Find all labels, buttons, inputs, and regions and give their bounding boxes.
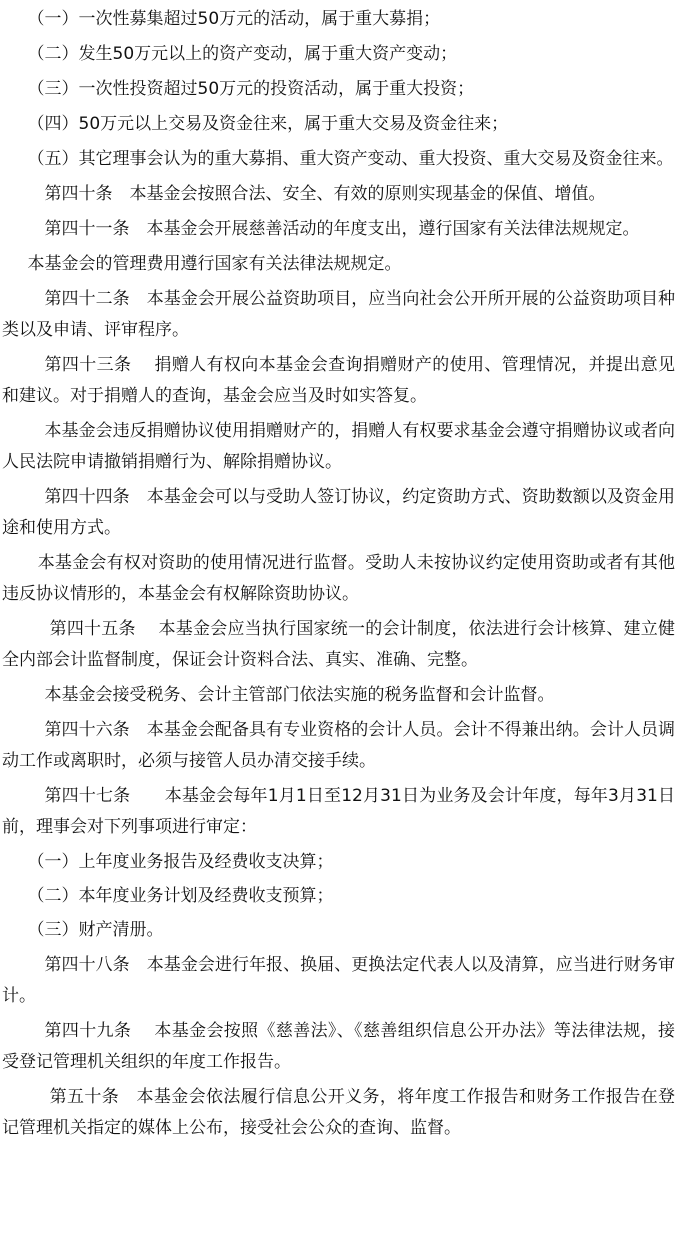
article-43-paragraph-2: 本基金会违反捐赠协议使用捐赠财产的，捐赠人有权要求基金会遵守捐赠协议或者向人民法院申请撤销捐赠行为、解除捐赠协议。 xyxy=(2,421,675,472)
article-44: 第四十四条 本基金会可以与受助人签订协议，约定资助方式、资助数额以及资金用途和使用方式。 xyxy=(2,487,675,538)
article-41-paragraph-2: 本基金会的管理费用遵行国家有关法律法规规定。 xyxy=(27,254,402,274)
article-42: 第四十二条 本基金会开展公益资助项目，应当向社会公开所开展的公益资助项目种类以及申请、评审程序。 xyxy=(2,289,675,340)
article-41: 第四十一条 本基金会开展慈善活动的年度支出，遵行国家有关法律法规规定。 xyxy=(44,219,640,239)
article-45-paragraph-2: 本基金会接受税务、会计主管部门依法实施的税务监督和会计监督。 xyxy=(44,685,555,705)
clause-item-1: （一）一次性募集超过50万元的活动，属于重大募捐； xyxy=(27,9,441,29)
article-46: 第四十六条 本基金会配备具有专业资格的会计人员。会计不得兼出纳。会计人员调动工作或离职时，必须与接管人员办清交接手续。 xyxy=(2,720,675,771)
clause-item-2: （二）发生50万元以上的资产变动，属于重大资产变动； xyxy=(27,44,458,64)
article-40: 第四十条 本基金会按照合法、安全、有效的原则实现基金的保值、增值。 xyxy=(44,184,606,204)
clause-item-3: （三）一次性投资超过50万元的投资活动，属于重大投资； xyxy=(27,79,475,99)
article-47-item-1: （一）上年度业务报告及经费收支决算； xyxy=(27,852,334,872)
article-49: 第四十九条 本基金会按照《慈善法》、《慈善组织信息公开办法》等法律法规，接受登记管理机关组织的年度工作报告。 xyxy=(2,1021,675,1072)
clause-item-5: （五）其它理事会认为的重大募捐、重大资产变动、重大投资、重大交易及资金往来。 xyxy=(27,149,674,169)
clause-item-4: （四）50万元以上交易及资金往来，属于重大交易及资金往来； xyxy=(27,114,509,134)
article-48: 第四十八条 本基金会进行年报、换届、更换法定代表人以及清算，应当进行财务审计。 xyxy=(2,955,675,1006)
article-44-paragraph-2: 本基金会有权对资助的使用情况进行监督。受助人未按协议约定使用资助或者有其他违反协议情形的，本基金会有权解除资助协议。 xyxy=(2,553,675,604)
article-43: 第四十三条 捐赠人有权向本基金会查询捐赠财产的使用、管理情况，并提出意见和建议。对于捐赠人的查询，基金会应当及时如实答复。 xyxy=(2,355,675,406)
article-45: 第四十五条 本基金会应当执行国家统一的会计制度，依法进行会计核算、建立健全内部会计监督制度，保证会计资料合法、真实、准确、完整。 xyxy=(2,619,675,670)
article-47: 第四十七条 本基金会每年1月1日至12月31日为业务及会计年度，每年3月31日前，理事会对下列事项进行审定： xyxy=(2,786,675,837)
article-47-item-2: （二）本年度业务计划及经费收支预算； xyxy=(27,886,334,906)
article-50: 第五十条 本基金会依法履行信息公开义务，将年度工作报告和财务工作报告在登记管理机关指定的媒体上公布，接受社会公众的查询、监督。 xyxy=(2,1087,675,1138)
article-47-item-3: （三）财产清册。 xyxy=(27,920,164,940)
